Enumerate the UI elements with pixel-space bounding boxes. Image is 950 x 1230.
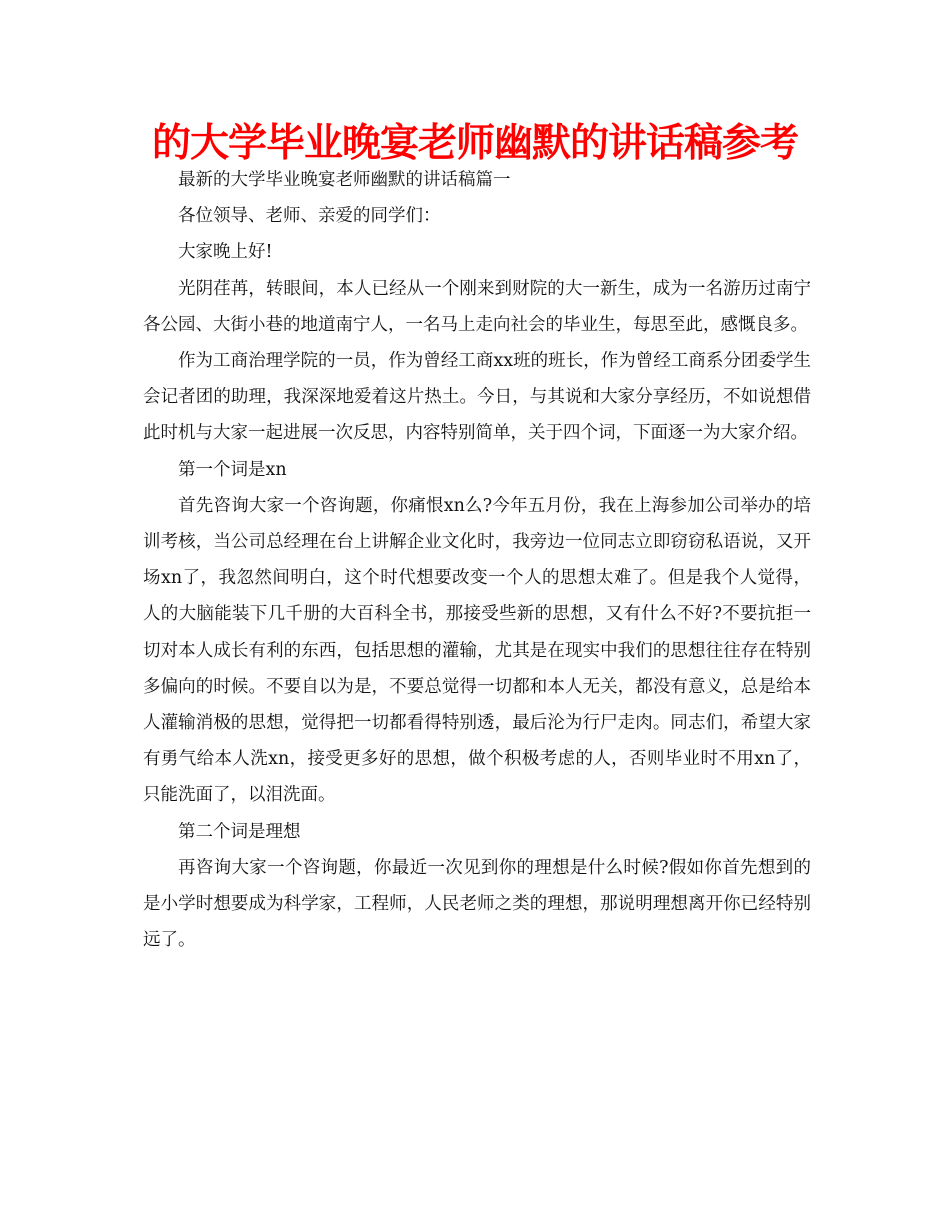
paragraph: 大家晚上好! [178,242,273,263]
paragraph: 各位领导、老师、亲爱的同学们： [178,206,441,227]
paragraph: 作为工商治理学院的一员，作为曾经工商xx班的班长，作为曾经工商系分团委学生会记者团的助理，我深深地爱着这片热土。今日，与其说和大家分享经历，不如说想借此时机与大家一起进展一次反思，内容特别简单，关于四个词，下面逐一为大家介绍。 [143,351,811,444]
paragraph: 第二个词是理想 [178,821,301,842]
document-title: 的大学毕业晚宴老师幽默的讲话稿参考 [151,121,798,166]
paragraph: 再咨询大家一个咨询题，你最近一次见到你的理想是什么时候?假如你首先想到的是小学时想要成为科学家，工程师，人民老师之类的理想，那说明理想离开你已经特别远了。 [143,857,811,951]
paragraph: 光阴荏苒，转眼间，本人已经从一个刚来到财院的大一新生，成为一名游历过南宁各公园、大街小巷的地道南宁人，一名马上走向社会的毕业生，每思至此，感慨良多。 [143,278,811,335]
paragraph: 首先咨询大家一个咨询题，你痛恨xn么?今年五月份，我在上海参加公司举办的培训考核，当公司总经理在台上讲解企业文化时，我旁边一位同志立即窃窃私语说，又开场xn了，我忽然间明白，这个时代想要改变一个人的思想太难了。但是我个人觉得，人的大脑能装下几千册的大百科全书，那接受些新的思想，又有什么不好?不要抗拒一切对本人成长有利的东西，包括思想的灌输，尤其是在现实中我们的思想往往存在特别多偏向的时候。不要自以为是，不要总觉得一切都和本人无关，都没有意义，总是给本人灌输消极的思想，觉得把一切都看得特别透，最后沦为行尸走肉。同志们，希望大家有勇气给本人洗xn，接受更多好的思想，做个积极考虑的人，否则毕业时不用xn了，只能洗面了，以泪洗面。 [143,495,811,806]
document-body [143,162,811,958]
paragraph: 最新的大学毕业晚宴老师幽默的讲话稿篇一 [178,170,511,190]
paragraph: 第一个词是xn [178,459,287,480]
